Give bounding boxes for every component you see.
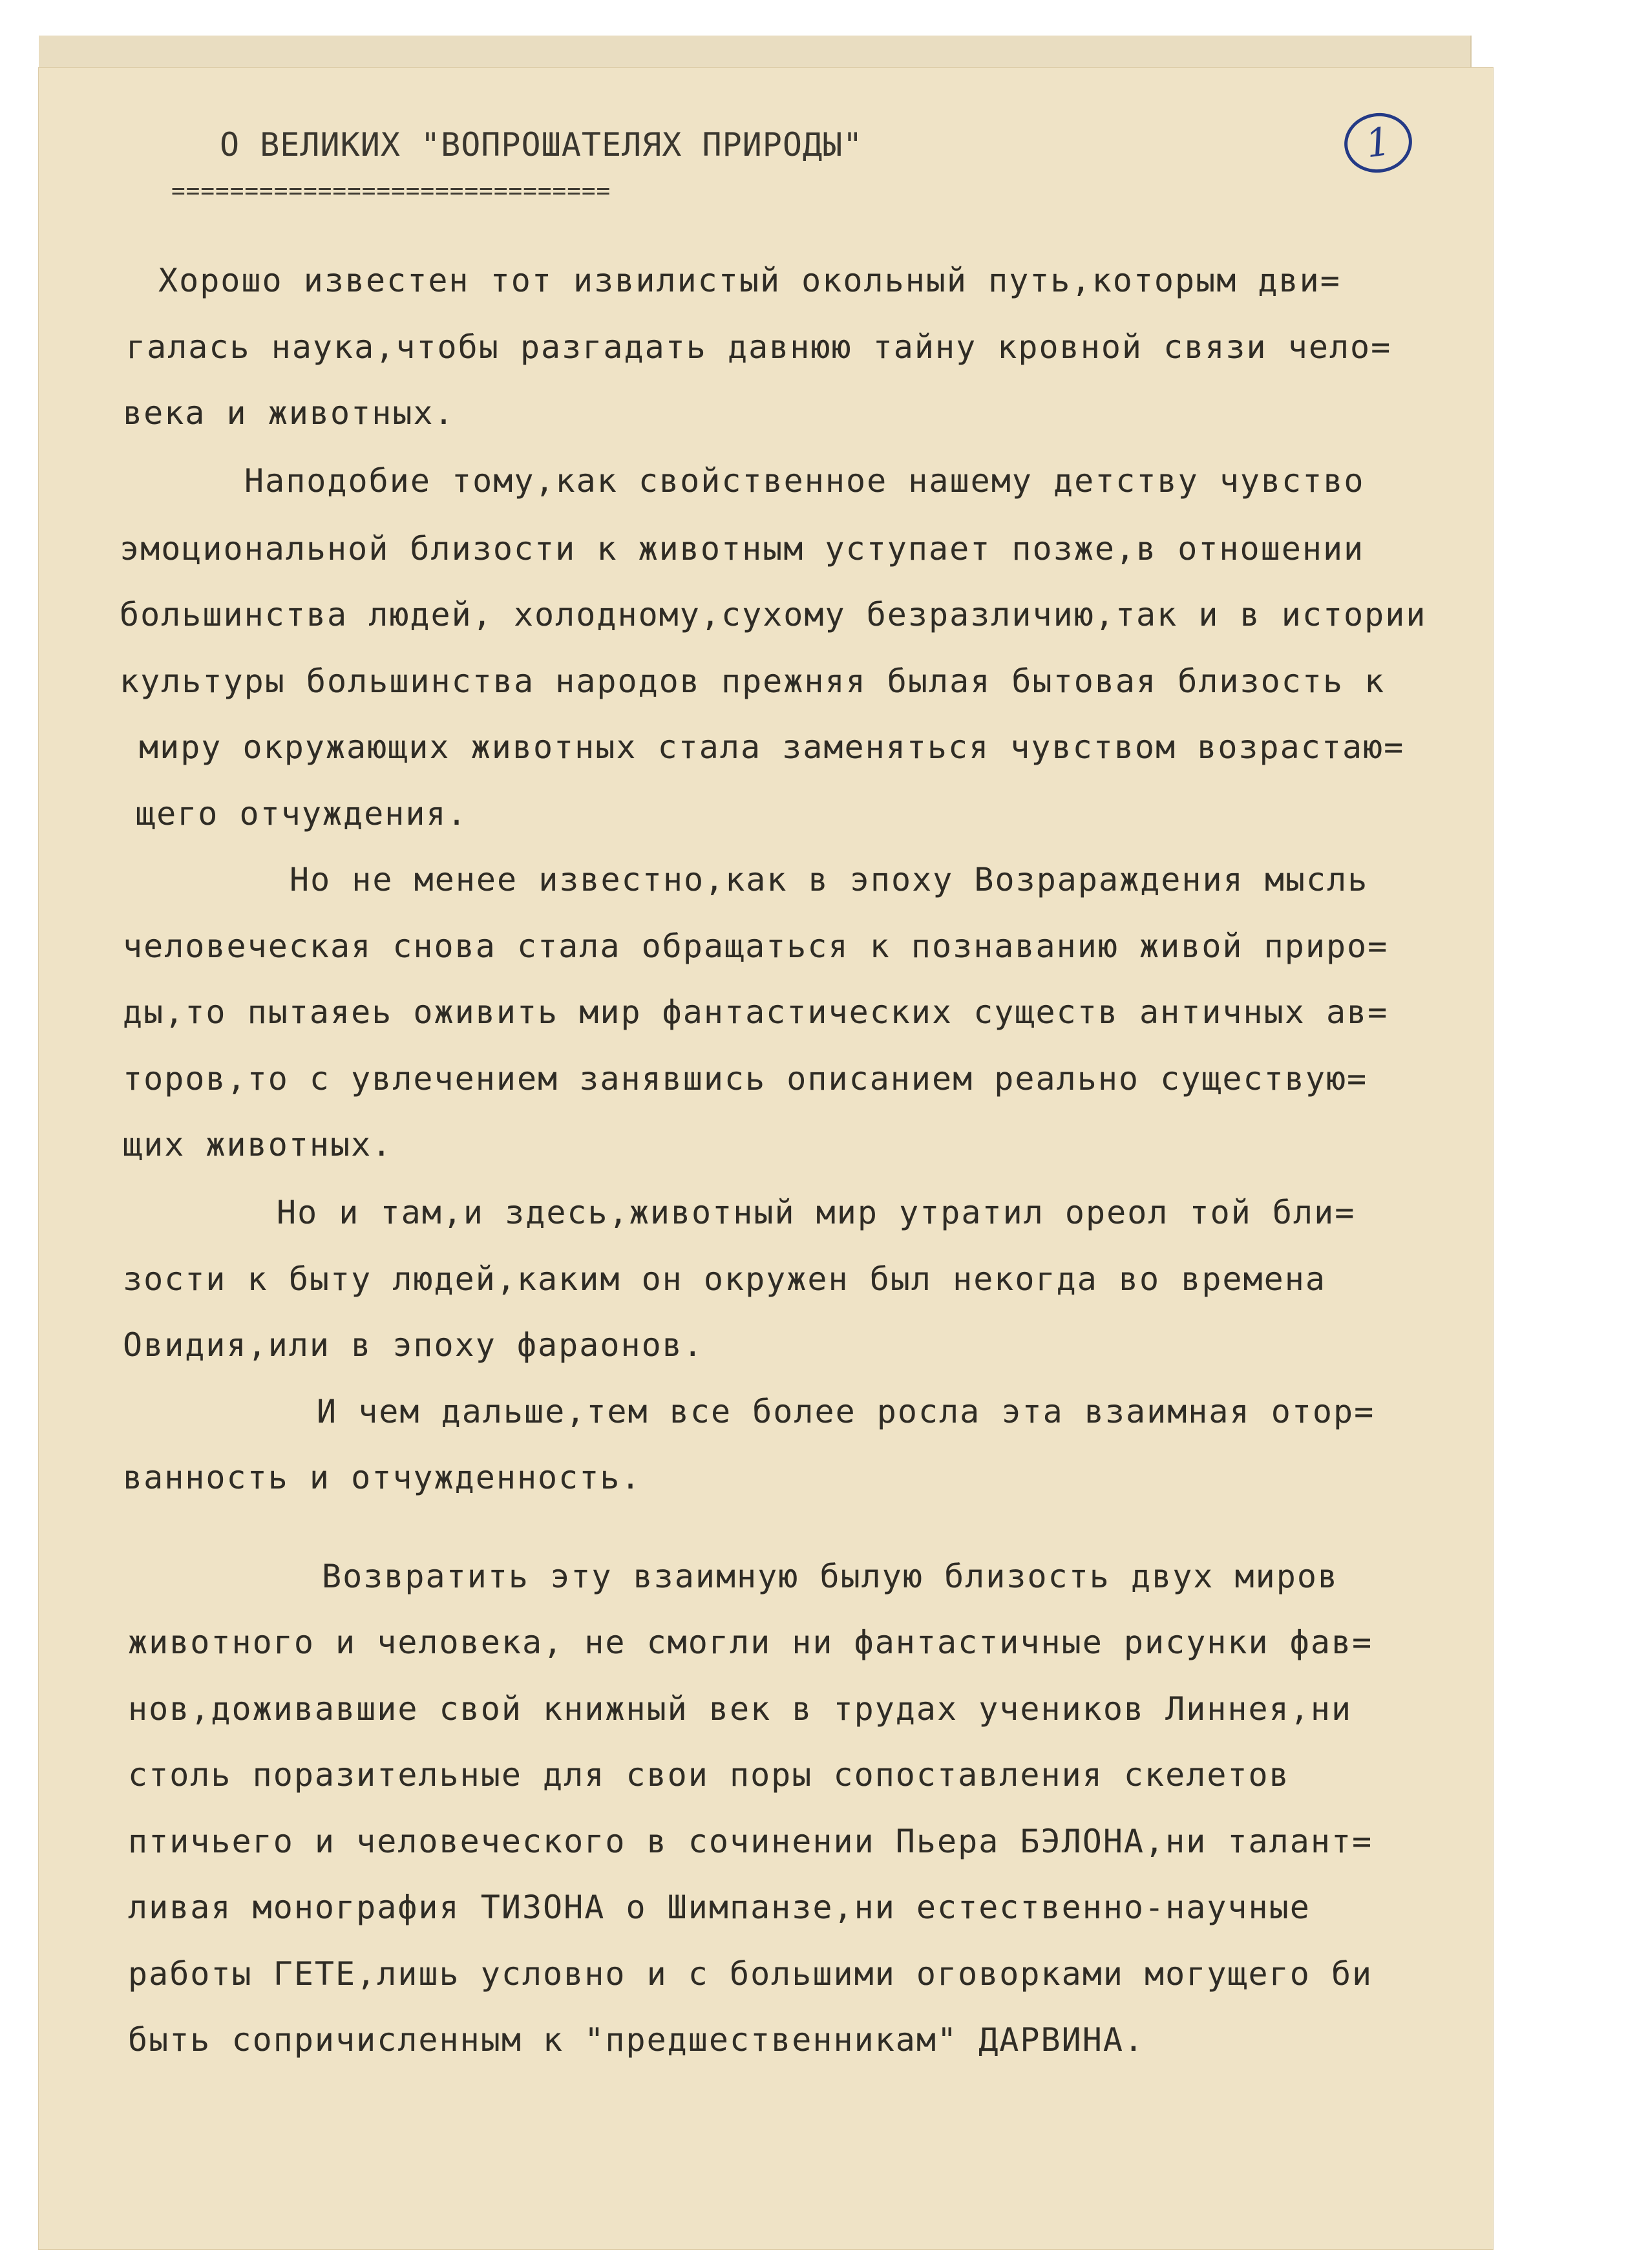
text-line: животного и человека, не смогли ни фантастичные рисунки фав= [128,1624,1373,1661]
text-line: быть сопричисленным к "предшественникам" ДАРВИНА. [128,2021,1145,2059]
text-line: миру окружающих животных стала заменяться чувством возрастаю= [139,728,1405,766]
text-line: зости к быту людей,каким он окружен был некогда во времена [123,1260,1326,1298]
text-line: культуры большинства народов прежняя былая бытовая близость к [120,662,1386,700]
text-line: Хорошо известен тот извилистый окольный путь,которым дви= [158,262,1341,299]
text-line: века и животных. [123,394,455,432]
text-line: нов,доживавшие свой книжный век в трудах учеников Линнея,ни [128,1690,1353,1728]
text-line: ливая монография ТИЗОНА о Шимпанзе,ни естественно-научные [128,1889,1311,1926]
text-line: ванность и отчужденность. [123,1459,642,1496]
text-line: большинства людей, холодному,сухому безразличию,так и в истории [120,596,1427,633]
text-line: щего отчуждения. [136,795,468,832]
document-title: О ВЕЛИКИХ "ВОПРОШАТЕЛЯХ ПРИРОДЫ" [220,126,863,164]
text-line: торов,то с увлечением занявшись описанием реально существую= [123,1060,1368,1097]
text-line: Но и там,и здесь,животный мир утратил ореол той бли= [277,1194,1356,1231]
title-underline: ============================== [171,178,611,204]
text-line: галась наука,чтобы разгадать давнюю тайну кровной связи чело= [126,328,1392,366]
text-line: щих животных. [123,1126,393,1163]
text-line: птичьего и человеческого в сочинении Пьера БЭЛОНА,ни талант= [128,1823,1373,1860]
text-line: Наподобие тому,как свойственное нашему детству чувство [244,462,1365,500]
text-line: Но не менее известно,как в эпоху Возрараждения мысль [290,861,1369,898]
text-line: Овидия,или в эпоху фараонов. [123,1326,704,1364]
text-line: И чем дальше,тем все более росла эта взаимная отор= [317,1393,1375,1430]
text-line: работы ГЕТЕ,лишь условно и с большими оговорками могущего би [128,1955,1373,1993]
text-line: столь поразительные для свои поры сопоставления скелетов [128,1756,1290,1794]
page-number-text: 1 [1362,118,1394,167]
text-line: ды,то пытаяеь оживить мир фантастических существ античных ав= [123,993,1389,1031]
text-line: человеческая снова стала обращаться к познаванию живой приро= [123,927,1389,965]
text-line: Возвратить эту взаимную былую близость двух миров [322,1558,1339,1595]
text-line: эмоциональной близости к животным уступает позже,в отношении [120,530,1365,567]
